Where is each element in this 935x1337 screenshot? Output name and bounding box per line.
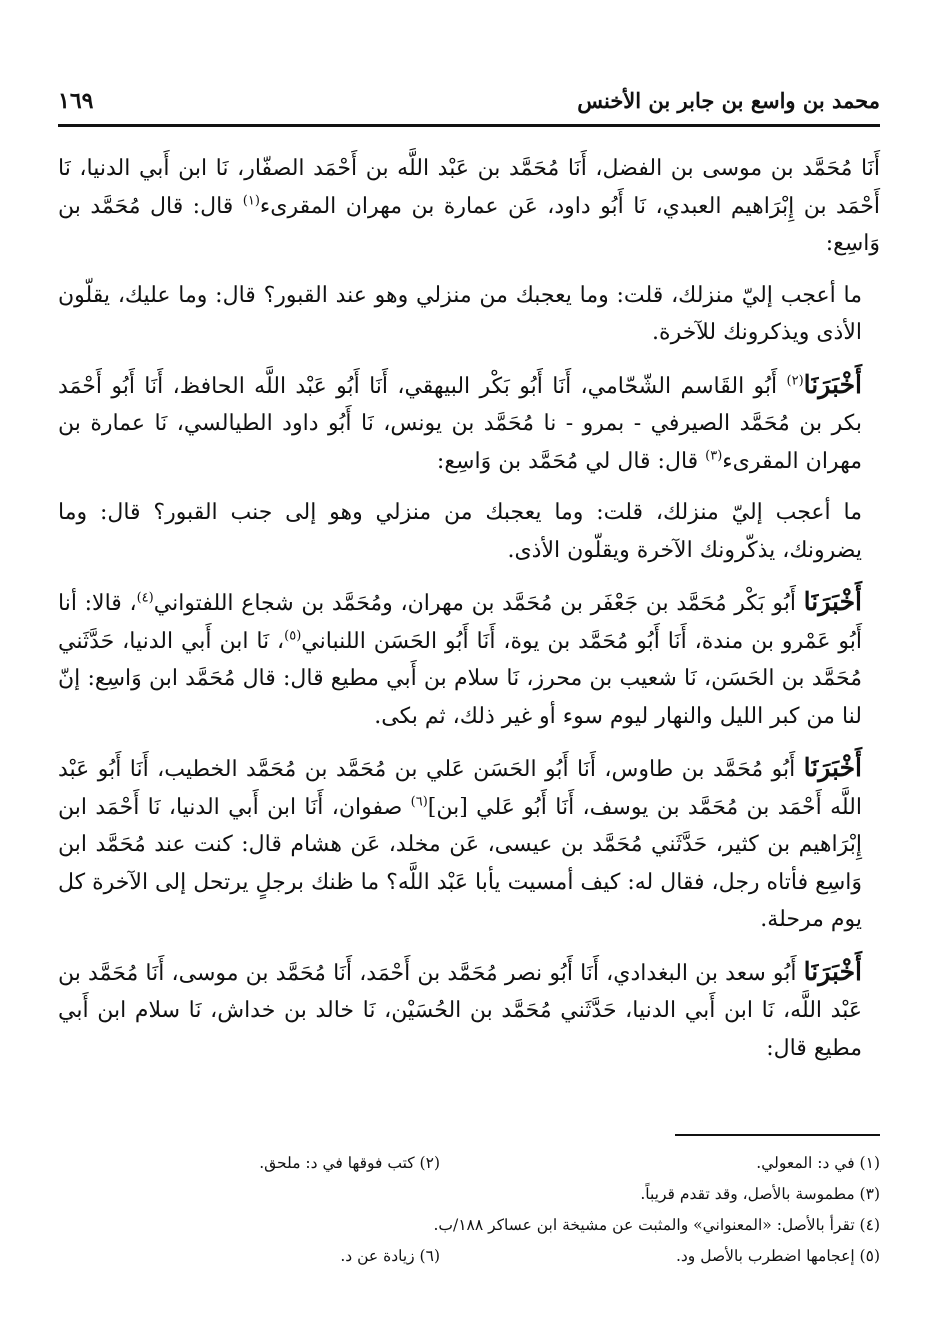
footnote-row	[60, 1179, 880, 1210]
paragraph-text: قال: قال لي مُحَمَّد بن وَاسِع:	[436, 448, 706, 474]
footnote-divider	[675, 1134, 880, 1136]
akhbarana-word: أَخْبَرَنَا	[803, 956, 862, 986]
footnote-4: (٤) تقرأ بالأصل: «المعنواني» والمثبت عن مشيخة ابن عساكر ١٨٨/ب.	[433, 1216, 880, 1234]
footnote-5: (٥) إعجامها اضطرب بالأصل ود.	[675, 1247, 880, 1265]
footnote-3: (٣) مطموسة بالأصل، وقد تقدم قريباً.	[640, 1185, 880, 1203]
page-number: ١٦٩	[58, 88, 94, 114]
footnote-ref-3: (٣)	[705, 448, 723, 464]
footnotes	[60, 1148, 880, 1272]
footnote-6: (٦) زيادة عن د.	[340, 1247, 440, 1265]
footnote-1: (١) في د: المعولي.	[756, 1154, 880, 1172]
footnote-row	[60, 1210, 880, 1241]
page-header	[58, 78, 880, 127]
footnote-ref-5: (٥)	[284, 628, 302, 644]
footnote-ref-2: (٢)	[786, 373, 804, 389]
quote-2: ما أعجب إليّ منزلك، قلت: وما يعجبك من منزلي وهو إلى جنب القبور؟ قال: وما يضرونك، يذكّرونك الآخرة ويقلّون الأذى.	[58, 500, 862, 563]
akhbarana-word: أَخْبَرَنَا	[803, 587, 862, 616]
paragraph-3	[58, 583, 880, 735]
main-text	[58, 150, 880, 1081]
akhbarana-word: أَخْبَرَنَا	[803, 753, 862, 782]
footnote-2: (٢) كتب فوقها في د: ملحق.	[259, 1154, 440, 1172]
footnote-ref-6: (٦)	[410, 794, 428, 810]
paragraph-text: أَبُو بَكْر مُحَمَّد بن جَعْفَر بن مُحَمَّد بن مهران، ومُحَمَّد بن شجاع اللفتواني	[153, 591, 804, 616]
paragraph-text: أَنَا مُحَمَّد بن موسى بن الفضل، أَنَا مُحَمَّد بن عَبْد اللَّه بن أَحْمَد الصفّار، نَا ابن أَبي الدنيا، نَا أَحْمَد بن إِبْرَاهيم العبدي، نَا أَبُو داود، عَن عمارة بن مهران المقرىء	[58, 156, 880, 219]
paragraph-text: ، قالا: أنا أَبُو عَمْرو بن مندة، أَنَا أَبُو مُحَمَّد بن يوة، أَنَا أَبُو الحَسَن اللنباني	[58, 591, 862, 654]
paragraph-1	[58, 150, 880, 263]
paragraph-text: صفوان، أَنَا ابن أَبي الدنيا، نَا أَحْمَد ابن إِبْرَاهيم بن كثير، حَدَّثَني مُحَمَّد بن عيسى، عَن مخلد، عَن هشام قال: كنت عند مُحَمَّد ابن وَاسِع فأتاه رجل، فقال له: كيف أمسيت يأبا عَبْد اللَّه؟ ما ظنك برجلٍ يرتحل إلى الآخرة كل يوم مرحلة.	[58, 794, 862, 932]
paragraph-text: أَبُو مُحَمَّد بن طاوس، أَنَا أَبُو الحَسَن عَلي بن مُحَمَّد بن مُحَمَّد الخطيب، أَنَا أَبُو عَبْد اللَّه أَحْمَد بن مُحَمَّد بن يوسف، أَنَا أَبُو عَلي [بن]	[58, 757, 863, 820]
paragraph-4	[58, 749, 880, 939]
running-title: محمد بن واسع بن جابر بن الأخنس	[577, 88, 880, 113]
paragraph-5	[58, 953, 880, 1068]
akhbarana-word: أَخْبَرَنَا	[803, 369, 862, 399]
quote-1: ما أعجب إليّ منزلك، قلت: وما يعجبك من منزلي وهو عند القبور؟ قال: وما عليك، يقلّون الأذى ويذكرونك للآخرة.	[58, 282, 862, 345]
paragraph-text: أَبُو القَاسم الشّحّامي، أَنَا أَبُو بَكْر البيهقي، أَنَا أَبُو عَبْد اللَّه الحافظ، أَنَا أَبُو أَحْمَد بكر بن مُحَمَّد الصيرفي - بمرو - نا مُحَمَّد بن يونس، نَا أَبُو داود الطيالسي، نَا عمارة بن مهران المقرىء	[58, 373, 862, 474]
paragraph-2	[58, 366, 880, 481]
footnote-row	[60, 1148, 880, 1179]
footnote-ref-1: (١)	[242, 193, 260, 209]
paragraph-text: أَبُو سعد بن البغدادي، أَنَا أَبُو نصر مُحَمَّد بن أَحْمَد، أَنَا مُحَمَّد بن موسى، أَنَا مُحَمَّد بن عَبْد اللَّه، نَا ابن أَبي الدنيا، حَدَّثَني مُحَمَّد بن الحُسَيْن، نَا خالد بن خداش، نَا سلام ابن أَبي مطيع قال:	[58, 960, 862, 1061]
footnote-ref-4: (٤)	[136, 590, 154, 606]
footnote-row	[60, 1241, 880, 1272]
paragraph-text: ، نَا ابن أَبي الدنيا، حَدَّثَني مُحَمَّد بن الحَسَن، نَا شعيب بن محرز، نَا سلام بن أَبي مطيع قال: قال مُحَمَّد ابن وَاسِع: إنّ لنا من كبر الليل والنهار ليوم سوء أو غير ذلك، ثم بكى.	[58, 628, 862, 729]
paragraph-text: قال: قال مُحَمَّد بن وَاسِع:	[58, 193, 880, 256]
